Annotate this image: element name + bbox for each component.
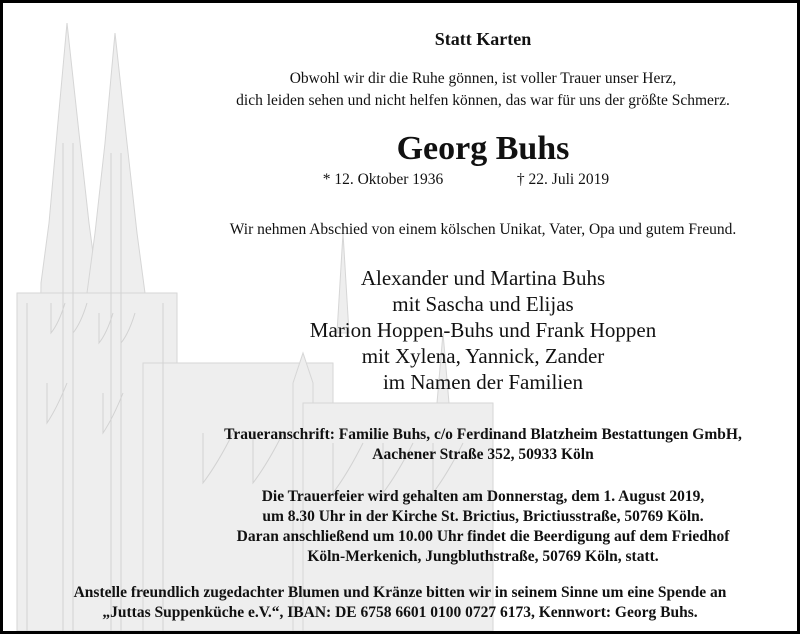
birth-date: * 12. Oktober 1936: [322, 171, 444, 188]
donation-line-2: „Juttas Suppenküche e.V.“, IBAN: DE 6758 6601 0100 0727 6173, Kennwort: Georg Buhs.: [102, 604, 698, 621]
family-line-5: im Namen der Familien: [382, 370, 584, 394]
family-line-4: mit Xylena, Yannick, Zander: [361, 344, 605, 368]
ceremony-line-2: um 8.30 Uhr in der Kirche St. Brictius, Brictiusstraße, 50769 Köln.: [262, 508, 704, 525]
address-line-2: Aachener Straße 352, 50933 Köln: [372, 446, 594, 463]
address-line-1: Traueranschrift: Familie Buhs, c/o Ferdinand Blatzheim Bestattungen GmbH,: [224, 426, 742, 443]
ceremony-line-1: Die Trauerfeier wird gehalten am Donnerstag, dem 1. August 2019,: [261, 488, 705, 505]
family-line-2: mit Sascha und Elijas: [392, 292, 574, 316]
ceremony-line-3: Daran anschließend um 10.00 Uhr findet die Beerdigung auf dem Friedhof: [236, 528, 730, 545]
verse-line-1: Obwohl wir dir die Ruhe gönnen, ist voller Trauer unser Herz,: [289, 70, 677, 87]
farewell-text: Wir nehmen Abschied von einem kölschen Unikat, Vater, Opa und gutem Freund.: [229, 221, 737, 238]
death-date: † 22. Juli 2019: [516, 171, 610, 188]
donation-line-1: Anstelle freundlich zugedachter Blumen und Kränze bitten wir in seinem Sinne um eine Spende an: [73, 584, 727, 601]
family-line-1: Alexander und Martina Buhs: [360, 266, 606, 290]
deceased-name: Georg Buhs: [396, 130, 570, 167]
verse-line-2: dich leiden sehen und nicht helfen können, das war für uns der größte Schmerz.: [236, 92, 730, 109]
notice-heading: Statt Karten: [434, 29, 532, 49]
notice-text: [3, 3, 797, 631]
ceremony-line-4: Köln-Merkenich, Jungbluthstraße, 50769 Köln, statt.: [307, 548, 659, 565]
family-line-3: Marion Hoppen-Buhs und Frank Hoppen: [309, 318, 657, 342]
